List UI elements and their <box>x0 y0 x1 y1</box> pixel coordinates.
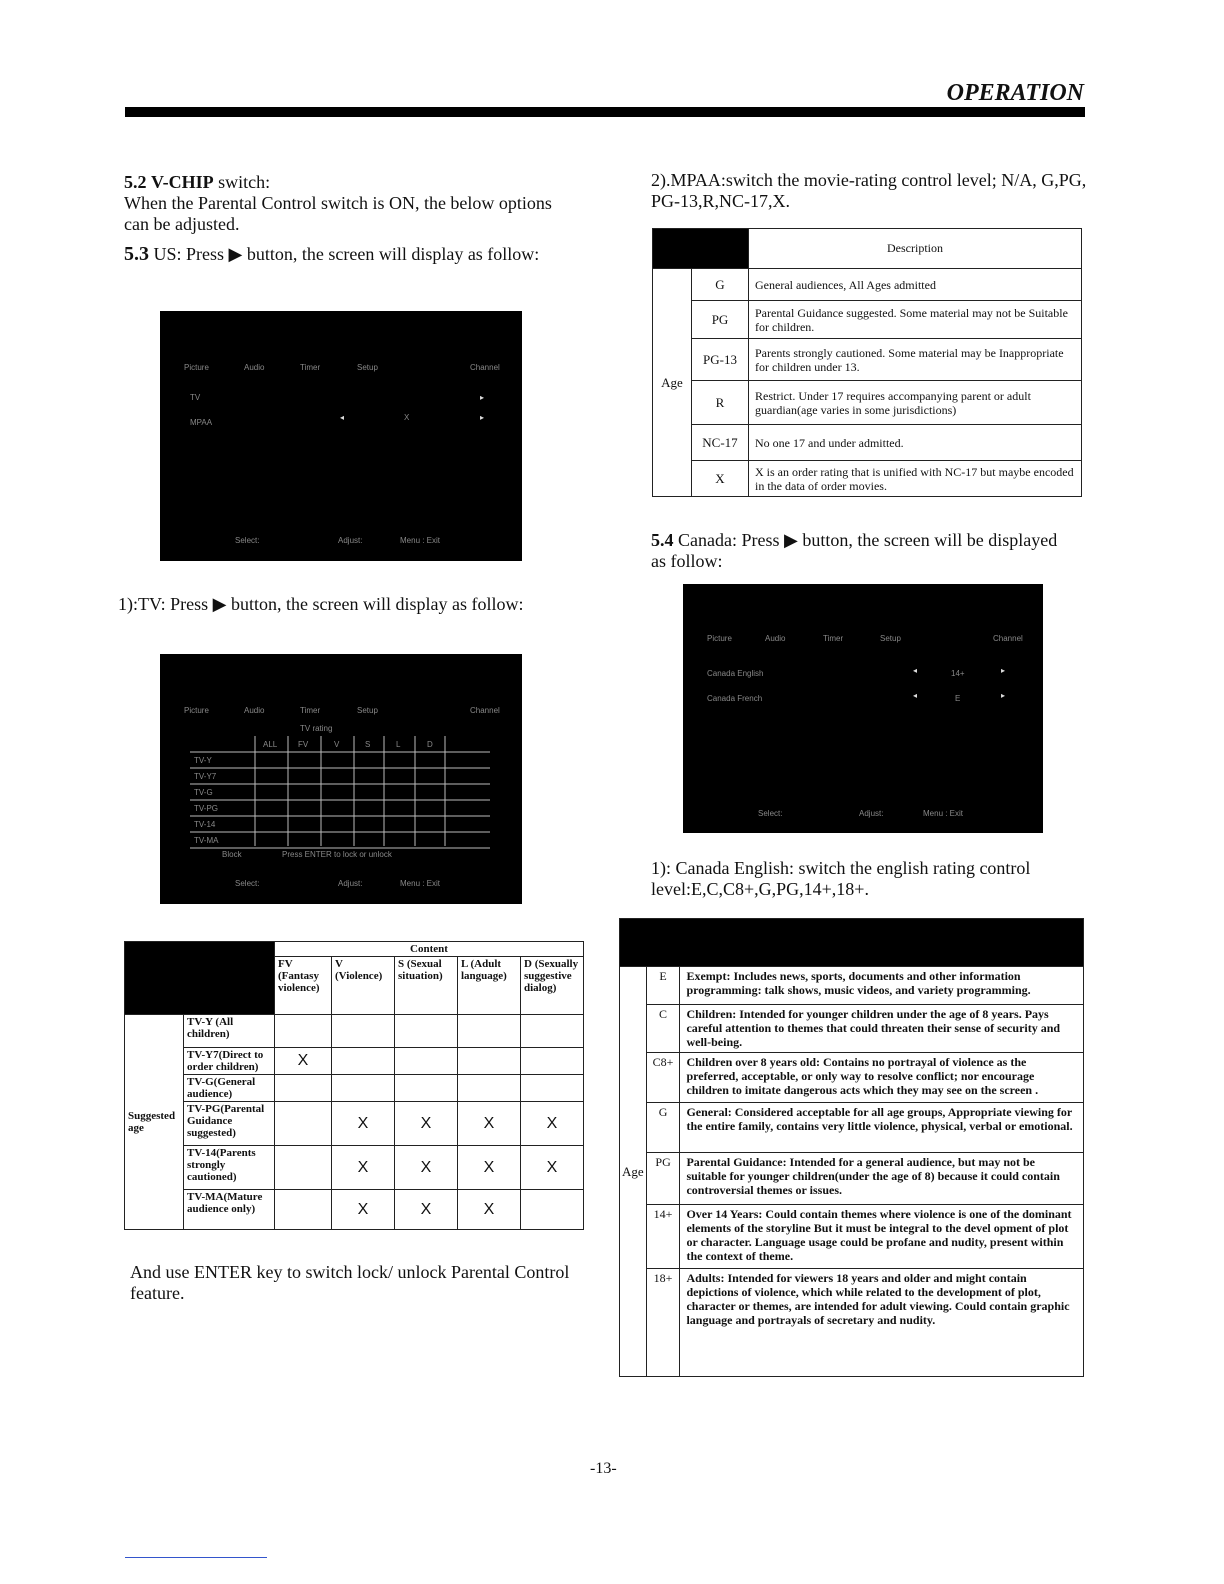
play-icon: ▶ <box>783 530 798 550</box>
section-number: 5.4 <box>651 530 674 550</box>
rating-code: C8+ <box>646 1053 680 1103</box>
menu-exit-hint: Menu : Exit <box>400 536 441 545</box>
tv-row-label: TV-Y7 <box>194 772 217 781</box>
menu-tab-audio: Audio <box>765 634 786 643</box>
section-text: button, the screen will be displayed as follow: <box>651 530 1058 571</box>
rating-desc: General: Considered acceptable for all age groups, Appropriate viewing for the entire family, contains very little violence, physical, verbal or emotional. <box>680 1103 1084 1153</box>
tv-col-v: V <box>334 740 340 749</box>
table-cell: X <box>521 1146 584 1190</box>
tv-col-l: L <box>396 740 401 749</box>
rating-code: 14+ <box>646 1205 680 1269</box>
header-rule <box>125 107 1085 117</box>
table-cell: X <box>332 1146 395 1190</box>
tv-rating-title: TV rating <box>300 724 333 733</box>
menu-tab-channel: Channel <box>470 363 500 372</box>
suggested-age-label: Suggested age <box>125 1015 184 1230</box>
rating-code: PG <box>646 1153 680 1205</box>
table-cell <box>332 1075 395 1102</box>
footer-line <box>125 1557 267 1558</box>
rating-code: PG <box>692 301 749 339</box>
table-cell <box>275 1190 332 1230</box>
rating-desc: Adults: Intended for viewers 18 years and older and might contain depictions of violence, which while related to the development of plot, character or themes, are intended for adult viewing. Could contain graphic language and portrayals of secretary and nudity. <box>680 1269 1084 1377</box>
table-cell: X <box>275 1048 332 1075</box>
page-header-title: OPERATION <box>946 80 1084 106</box>
right-arrow-icon: ▸ <box>1001 691 1006 700</box>
tv-text: button, the screen will display as follow: <box>226 594 524 614</box>
rating-desc: No one 17 and under admitted. <box>749 425 1082 461</box>
enter-key-note: And use ENTER key to switch lock/ unlock Parental Control feature. <box>130 1262 570 1303</box>
mpaa-description: 2).MPAA:switch the movie-rating control level; N/A, G,PG, PG-13,R,NC-17,X. <box>651 170 1087 211</box>
section-5-4 <box>651 530 1071 572</box>
rating-code: G <box>646 1103 680 1153</box>
rating-code: C <box>646 1005 680 1053</box>
rating-code: PG-13 <box>692 339 749 381</box>
menu-tab-timer: Timer <box>300 706 321 715</box>
play-icon: ▶ <box>228 244 243 264</box>
select-hint: Select: <box>235 879 260 888</box>
table-cell: X <box>458 1102 521 1146</box>
table-cell: X <box>332 1190 395 1230</box>
table-cell <box>395 1015 458 1048</box>
table-cell <box>275 1102 332 1146</box>
menu-tab-audio: Audio <box>244 706 265 715</box>
section-number: 5.2 <box>124 172 147 192</box>
adjust-hint: Adjust: <box>859 809 884 818</box>
age-label: Age <box>620 967 647 1377</box>
col-header: D (Sexually suggestive dialog) <box>521 957 584 1015</box>
menu-tab-picture: Picture <box>184 706 209 715</box>
table-row-label: TV-PG(Parental Guidance suggested) <box>184 1102 275 1146</box>
section-number: 5.3 <box>124 243 149 265</box>
tv-col-fv: FV <box>298 740 309 749</box>
table-row-label: TV-Y (All children) <box>184 1015 275 1048</box>
col-header: S (Sexual situation) <box>395 957 458 1015</box>
table-cell: X <box>521 1102 584 1146</box>
tv-col-s: S <box>365 740 371 749</box>
section-text: US: Press <box>149 244 229 264</box>
section-5-3 <box>124 244 564 265</box>
tv-row-label: TV-Y <box>194 756 212 765</box>
table-row-label: TV-G(General audience) <box>184 1075 275 1102</box>
canada-english-description: 1): Canada English: switch the english rating control level:E,C,C8+,G,PG,14+,18+. <box>651 858 1031 899</box>
left-arrow-icon: ◂ <box>913 666 918 675</box>
right-arrow-icon: ▸ <box>480 393 485 402</box>
rating-code: G <box>692 269 749 301</box>
tv-col-d: D <box>427 740 433 749</box>
right-arrow-icon: ▸ <box>480 413 485 422</box>
canada-french-label: Canada French <box>707 694 763 703</box>
rating-code: 18+ <box>646 1269 680 1377</box>
rating-desc: Parental Guidance: Intended for a general audience, but may not be suitable for younger children(under the age of 8) because it could contain controversial themes or issues. <box>680 1153 1084 1205</box>
row-mpaa-value: X <box>404 413 410 422</box>
menu-exit-hint: Menu : Exit <box>923 809 964 818</box>
left-arrow-icon: ◂ <box>913 691 918 700</box>
table-cell: X <box>458 1190 521 1230</box>
menu-tab-setup: Setup <box>880 634 901 643</box>
menu-tab-channel: Channel <box>470 706 500 715</box>
rating-desc: Children: Intended for younger children under the age of 8 years. Pays careful attention to themes that could threaten their sense of security and well-being. <box>680 1005 1084 1053</box>
table-cell <box>275 1015 332 1048</box>
menu-tab-setup: Setup <box>357 706 378 715</box>
table-cell: X <box>395 1102 458 1146</box>
menu-tab-channel: Channel <box>993 634 1023 643</box>
tv-row-label: TV-MA <box>194 836 219 845</box>
canada-rating-table <box>619 918 1084 1377</box>
table-row-label: TV-MA(Mature audience only) <box>184 1190 275 1230</box>
tv-row-label: TV-14 <box>194 820 216 829</box>
table-cell: X <box>395 1190 458 1230</box>
table-corner <box>653 229 749 269</box>
block-label: Block <box>222 850 242 859</box>
tv-row-label: TV-PG <box>194 804 219 813</box>
canada-french-value: E <box>955 694 961 703</box>
table-cell <box>458 1075 521 1102</box>
us-menu-screen <box>160 311 522 561</box>
rating-code: R <box>692 381 749 425</box>
tv-col-all: ALL <box>263 740 278 749</box>
select-hint: Select: <box>758 809 783 818</box>
rating-desc: Parents strongly cautioned. Some material may be Inappropriate for children under 13. <box>749 339 1082 381</box>
vchip-description: When the Parental Control switch is ON, the below options can be adjusted. <box>124 193 552 234</box>
table-corner <box>125 942 275 1015</box>
col-header: V (Violence) <box>332 957 395 1015</box>
select-hint: Select: <box>235 536 260 545</box>
tv-row-label: TV-G <box>194 788 213 797</box>
canada-english-value: 14+ <box>951 669 965 678</box>
canada-menu-screen <box>683 584 1043 833</box>
table-cell <box>521 1075 584 1102</box>
tv-section <box>118 594 558 615</box>
rating-desc: General audiences, All Ages admitted <box>749 269 1082 301</box>
rating-code: NC-17 <box>692 425 749 461</box>
table-cell: X <box>458 1146 521 1190</box>
us-tv-rating-table <box>124 941 584 1230</box>
section-5-2 <box>124 172 564 235</box>
description-header: Description <box>749 229 1082 269</box>
table-cell <box>395 1075 458 1102</box>
rating-desc: Parental Guidance suggested. Some material may not be Suitable for children. <box>749 301 1082 339</box>
rating-desc: Restrict. Under 17 requires accompanying parent or adult guardian(age varies in some jurisdictions) <box>749 381 1082 425</box>
page-number: -13- <box>590 1460 617 1477</box>
canada-english-label: Canada English <box>707 669 764 678</box>
table-cell <box>395 1048 458 1075</box>
right-arrow-icon: ▸ <box>1001 666 1006 675</box>
table-cell: X <box>332 1102 395 1146</box>
rating-desc: Children over 8 years old: Contains no portrayal of violence as the preferred, acceptable, or only way to resolve conflict; nor encourage children to imitate dangerous acts which they may see on the screen . <box>680 1053 1084 1103</box>
table-cell <box>332 1015 395 1048</box>
table-row-label: TV-Y7(Direct to order children) <box>184 1048 275 1075</box>
lock-hint: Press ENTER to lock or unlock <box>282 850 392 859</box>
table-cell <box>458 1015 521 1048</box>
table-cell <box>521 1015 584 1048</box>
menu-tab-timer: Timer <box>300 363 321 372</box>
rating-code: E <box>646 967 680 1005</box>
menu-tab-picture: Picture <box>707 634 732 643</box>
row-mpaa-label: MPAA <box>190 418 213 427</box>
section-title-rest: switch: <box>213 172 271 192</box>
menu-exit-hint: Menu : Exit <box>400 879 441 888</box>
adjust-hint: Adjust: <box>338 879 363 888</box>
table-cell <box>521 1190 584 1230</box>
table-row-label: TV-14(Parents strongly cautioned) <box>184 1146 275 1190</box>
vchip-title: V-CHIP <box>151 172 214 192</box>
table-cell <box>332 1048 395 1075</box>
age-label: Age <box>653 269 692 497</box>
table-cell <box>275 1075 332 1102</box>
menu-tab-setup: Setup <box>357 363 378 372</box>
tv-rating-screen <box>160 654 522 904</box>
rating-desc: X is an order rating that is unified with NC-17 but maybe encoded in the data of order movies. <box>749 461 1082 497</box>
rating-desc: Exempt: Includes news, sports, documents and other information programming: talk shows, music videos, and variety programming. <box>680 967 1084 1005</box>
menu-tab-audio: Audio <box>244 363 265 372</box>
table-cell <box>458 1048 521 1075</box>
col-header: FV (Fantasy violence) <box>275 957 332 1015</box>
section-text: Canada: Press <box>673 530 784 550</box>
row-tv-label: TV <box>190 393 201 402</box>
content-header: Content <box>275 942 584 957</box>
section-text: button, the screen will display as follow: <box>242 244 540 264</box>
menu-tab-picture: Picture <box>184 363 209 372</box>
table-cell <box>275 1146 332 1190</box>
mpaa-rating-table <box>652 228 1082 497</box>
table-header-bar <box>620 919 1084 967</box>
menu-tab-timer: Timer <box>823 634 844 643</box>
tv-text: 1):TV: Press <box>118 594 213 614</box>
rating-desc: Over 14 Years: Could contain themes where violence is one of the dominant elements of the storyline But it must be integral to the devel opment of plot or character. Language usage could be profane and nudity, present within the context of theme. <box>680 1205 1084 1269</box>
rating-code: X <box>692 461 749 497</box>
left-arrow-icon: ◂ <box>340 413 345 422</box>
play-icon: ▶ <box>212 594 227 614</box>
col-header: L (Adult language) <box>458 957 521 1015</box>
table-cell <box>521 1048 584 1075</box>
table-cell: X <box>395 1146 458 1190</box>
adjust-hint: Adjust: <box>338 536 363 545</box>
